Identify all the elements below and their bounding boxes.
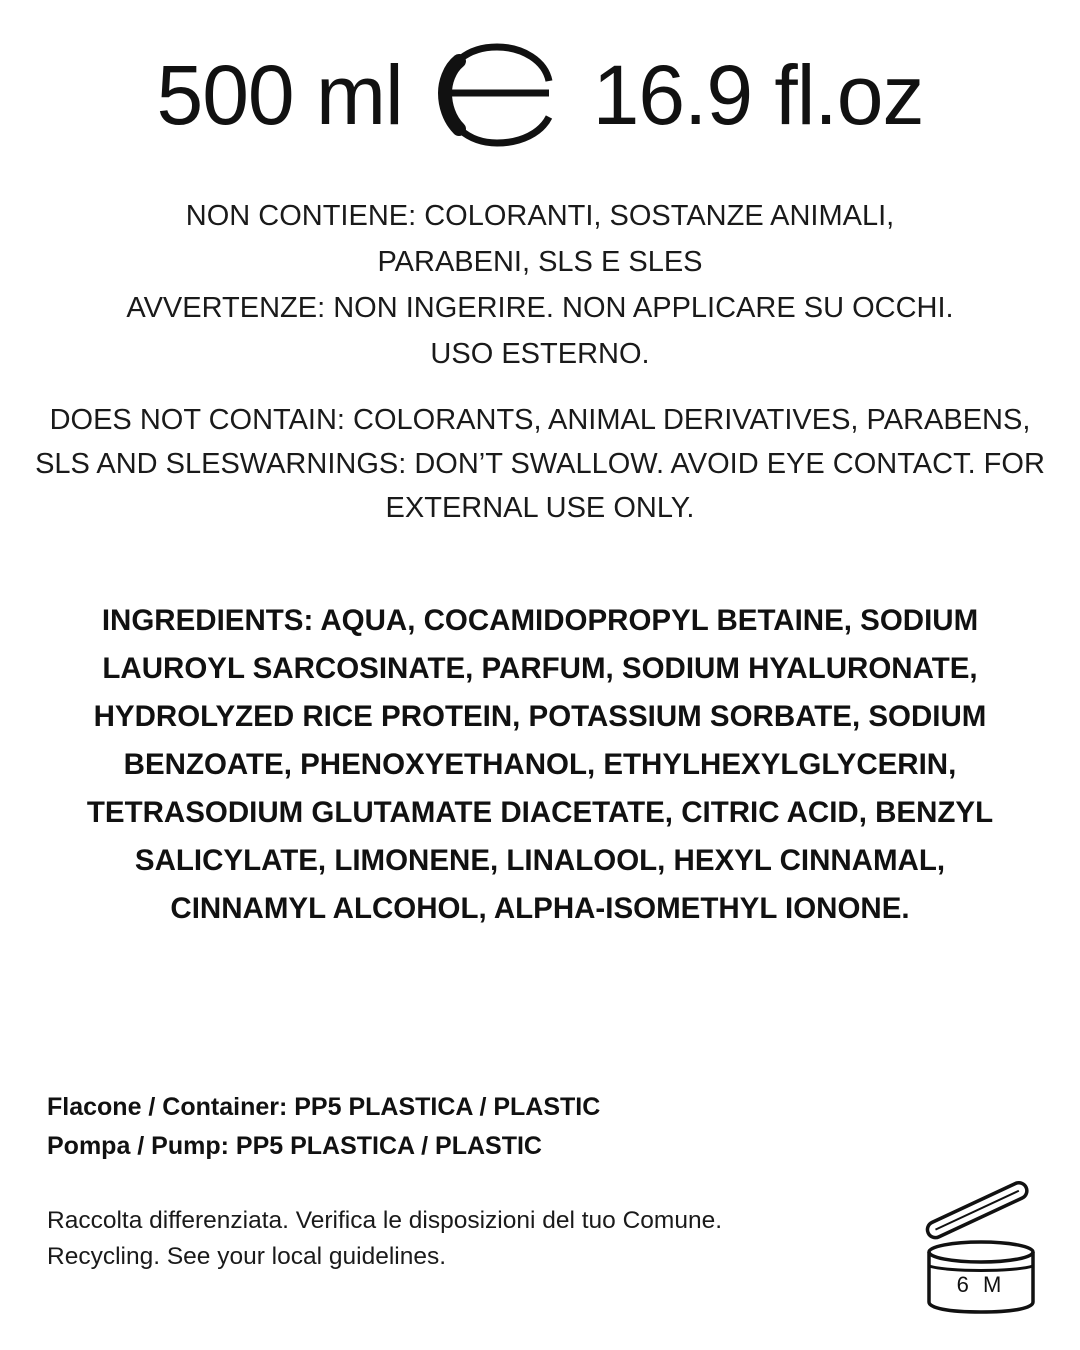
packaging-info [47,1088,600,1166]
english-notes: DOES NOT CONTAIN: COLORANTS, ANIMAL DERIVATIVES, PARABENS, SLS AND SLESWARNINGS: DON’T SWALLOW. AVOID EYE CONTACT. FOR EXTERNAL USE ONLY. [35,404,1045,524]
italian-note-line: AVVERTENZE: NON INGERIRE. NON APPLICARE SU OCCHI. [126,292,954,324]
packaging-container: Flacone / Container: PP5 PLASTICA / PLASTIC [47,1093,601,1121]
pao-label: 6 M [956,1272,1006,1297]
volume-imperial: 16.9 fl.oz [592,48,924,142]
italian-note-line: NON CONTIENE: COLORANTI, SOSTANZE ANIMALI, [185,200,895,232]
recycling-italian: Raccolta differenziata. Verifica le disposizioni del tuo Comune. [47,1207,723,1234]
italian-note-line: PARABENI, SLS E SLES [377,246,703,278]
recycling-english: Recycling. See your local guidelines. [47,1243,447,1270]
recycling-info [47,1203,722,1275]
volume-metric: 500 ml [156,48,403,142]
estimated-sign-icon [437,43,557,147]
packaging-pump: Pompa / Pump: PP5 PLASTICA / PLASTIC [47,1132,542,1160]
italian-note-line: USO ESTERNO. [430,338,650,370]
volume-header [0,40,1080,150]
ingredients-list: INGREDIENTS: AQUA, COCAMIDOPROPYL BETAINE, SODIUM LAUROYL SARCOSINATE, PARFUM, SODIUM HYALURONATE, HYDROLYZED RICE PROTEIN, POTASSIUM SORBATE, SODIUM BENZOATE, PHENOXYETHANOL, ETHYLHEXYLGLYCERIN, TETRASODIUM GLUTAMATE DIACETATE, CITRIC ACID, BENZYL SALICYLATE, LIMONENE, LINALOOL, HEXYL CINNAMAL, CINNAMYL ALCOHOL, ALPHA-ISOMETHYL IONONE. [86,604,994,925]
italian-notes [0,193,1080,377]
period-after-opening [918,1172,1044,1314]
